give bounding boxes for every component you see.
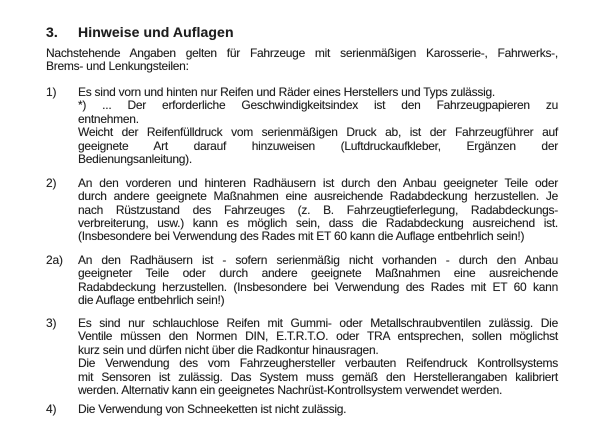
- text-line: entnehmen.: [78, 111, 139, 126]
- section-number: 3.: [46, 24, 58, 40]
- item-text: [78, 254, 558, 308]
- item-text: [78, 403, 558, 416]
- list-item: [46, 317, 558, 398]
- list-item: [46, 177, 558, 244]
- section-title: Hinweise und Auflagen: [78, 24, 234, 40]
- text-line: Die Verwendung des vom Fahrzeughersteller verbauten Reifendruck Kontrollsystems: [78, 356, 558, 371]
- text-line: An den Radhäusern ist - sofern serienmäßig nicht vorhanden - durch den Anbau: [78, 252, 558, 267]
- text-line: Nachstehende Angaben gelten für Fahrzeuge mit serienmäßigen Karosserie-, Fahrwerks-,: [46, 46, 558, 60]
- text-line: Weicht der Reifenfülldruck vom serienmäßigen Druck ab, ist der Fahrzeugführer auf: [78, 125, 558, 140]
- text-line: nach Rüstzustand des Fahrzeuges (z. B. Fahrzeugtieferlegung, Radabdeckungs-: [78, 202, 558, 217]
- text-line: Es sind nur schlauchlose Reifen mit Gummi- oder Metallschraubventilen zulässig. Die: [78, 315, 558, 330]
- item-number: 4): [46, 402, 57, 417]
- conditions-list: [46, 86, 558, 417]
- intro-paragraph: [46, 47, 558, 74]
- text-line: geeignete Art darauf hinzuweisen (Luftdruckaufkleber, Ergänzen der: [78, 138, 558, 153]
- text-line: Die Verwendung von Schneeketten ist nicht zulässig.: [78, 402, 347, 417]
- text-line: mit Sensoren ist zulässig. Das System muss gemäß den Herstellerangaben kalibriert: [78, 369, 558, 384]
- text-line: die Auflage entbehrlich sein!): [78, 293, 225, 308]
- item-text: [78, 317, 558, 398]
- item-text: [78, 86, 558, 167]
- text-line: Radabdeckung herzustellen. (Insbesondere bei Verwendung des Rades mit ET 60 kann: [78, 279, 558, 294]
- item-number: 2): [46, 175, 57, 190]
- item-text: [78, 177, 558, 244]
- text-line: Bedienungsanleitung).: [78, 152, 192, 167]
- text-line: Brems- und Lenkungsteilen:: [46, 59, 189, 74]
- text-line: durch andere geeignete Maßnahmen eine ausreichende Radabdeckung herzustellen. Je: [78, 189, 558, 204]
- text-line: werden. Alternativ kann ein geeignetes Nachrüst-Kontrollsystem verwendet werden.: [78, 382, 503, 397]
- list-item: [46, 403, 558, 416]
- list-item: [46, 86, 558, 167]
- text-line: Es sind vorn und hinten nur Reifen und Räder eines Herstellers und Typs zulässig.: [78, 84, 495, 99]
- item-number: 1): [46, 84, 57, 99]
- text-line: verbreiterung, usw.) kann es möglich sein, dass die Radabdeckung ausreichend ist.: [78, 215, 558, 230]
- section-heading: [46, 25, 558, 40]
- item-number: 2a): [46, 252, 63, 267]
- text-line: (Insbesondere bei Verwendung des Rades mit ET 60 kann die Auflage entbehrlich sein!): [78, 229, 525, 244]
- text-line: An den vorderen und hinteren Radhäusern ist durch den Anbau geeigneter Teile oder: [78, 175, 558, 190]
- item-number: 3): [46, 315, 57, 330]
- text-line: *) ... Der erforderliche Geschwindigkeitsindex ist den Fahrzeugpapieren zu: [78, 98, 558, 113]
- text-line: kurz sein und dürfen nicht über die Radkontur hinausragen.: [78, 342, 379, 357]
- list-item: [46, 254, 558, 308]
- text-line: Ventile müssen den Normen DIN, E.T.R.T.O. oder TRA entsprechen, sollen möglichst: [78, 329, 558, 344]
- text-line: geeigneter Teile oder durch andere geeignete Maßnahmen eine ausreichende: [78, 266, 558, 281]
